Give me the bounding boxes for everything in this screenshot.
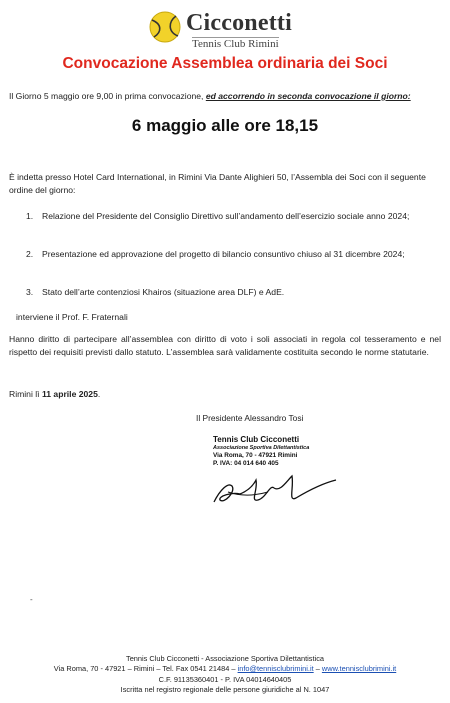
signatory: Il Presidente Alessandro Tosi bbox=[196, 413, 304, 423]
footer-separator: – bbox=[313, 664, 322, 674]
tennis-ball-icon bbox=[148, 10, 182, 44]
stamp-line: Associazione Sportiva Dilettantistica bbox=[213, 445, 310, 451]
venue-paragraph: È indetta presso Hotel Card International, in Rimini Via Dante Alighieri 50, l’Assembla dei Soci con il seguente ordine del giorno: bbox=[9, 172, 426, 195]
place-date-suffix: . bbox=[97, 389, 101, 399]
footer-line: Iscritta nel registro regionale delle persone giuridiche al N. 1047 bbox=[120, 685, 330, 695]
logo-name: Cicconetti bbox=[186, 10, 292, 36]
intro-line bbox=[9, 90, 441, 103]
logo-subtitle: Tennis Club Rimini bbox=[192, 38, 279, 50]
footer-contacts bbox=[0, 664, 450, 674]
stamp-line: Tennis Club Cicconetti bbox=[213, 435, 300, 444]
place-date-date: 11 aprile 2025 bbox=[41, 389, 98, 399]
footer-line: Tennis Club Cicconetti - Associazione Sportiva Dilettantistica bbox=[126, 654, 324, 663]
document-title: Convocazione Assemblea ordinaria dei Soci bbox=[62, 55, 388, 72]
stamp-line: P. IVA: 04 014 640 405 bbox=[213, 460, 279, 467]
stamp-line: Via Roma, 70 - 47921 Rimini bbox=[213, 452, 298, 459]
place-date-prefix: Rimini lì bbox=[9, 389, 42, 399]
footer-address: Via Roma, 70 - 47921 – Rimini – Tel. Fax 0541 21484 – bbox=[53, 664, 238, 674]
margin-mark: - bbox=[30, 595, 33, 604]
agenda-item-number: 2. bbox=[26, 249, 34, 259]
agenda-item-number: 1. bbox=[26, 211, 34, 221]
meeting-date-time: 6 maggio alle ore 18,15 bbox=[131, 116, 319, 135]
voting-rights-paragraph: Hanno diritto di partecipare all’assemblea con diritto di voto i soli associati in regola col tesseramento e nel rispetto dei requisiti previsti dallo statuto. L’assemblea sarà validamente costituita secondo le norme statutarie. bbox=[9, 334, 441, 357]
agenda-item-text: Relazione del Presidente del Consiglio Direttivo sull’andamento dell’esercizio sociale anno 2024; bbox=[42, 211, 410, 221]
page-footer bbox=[0, 654, 450, 696]
speaker-line: interviene il Prof. F. Fraternali bbox=[16, 312, 128, 322]
place-date bbox=[9, 388, 441, 401]
intro-emphasis: ed accorrendo in seconda convocazione il giorno: bbox=[205, 91, 411, 101]
handwritten-signature bbox=[210, 462, 340, 512]
club-logo bbox=[148, 8, 308, 52]
email-link[interactable]: info@tennisclubrimini.it bbox=[237, 664, 314, 674]
website-link[interactable]: www.tennisclubrimini.it bbox=[321, 664, 397, 674]
agenda-item-number: 3. bbox=[26, 287, 34, 297]
agenda-item-text: Presentazione ed approvazione del progetto di bilancio consuntivo chiuso al 31 dicembre 2024; bbox=[42, 249, 405, 259]
agenda-item-text: Stato dell’arte contenziosi Khairos (situazione area DLF) e AdE. bbox=[42, 287, 285, 297]
footer-line: C.F. 91135360401 - P. IVA 04014640405 bbox=[158, 674, 292, 684]
intro-plain: Il Giorno 5 maggio ore 9,00 in prima convocazione, bbox=[9, 91, 206, 101]
